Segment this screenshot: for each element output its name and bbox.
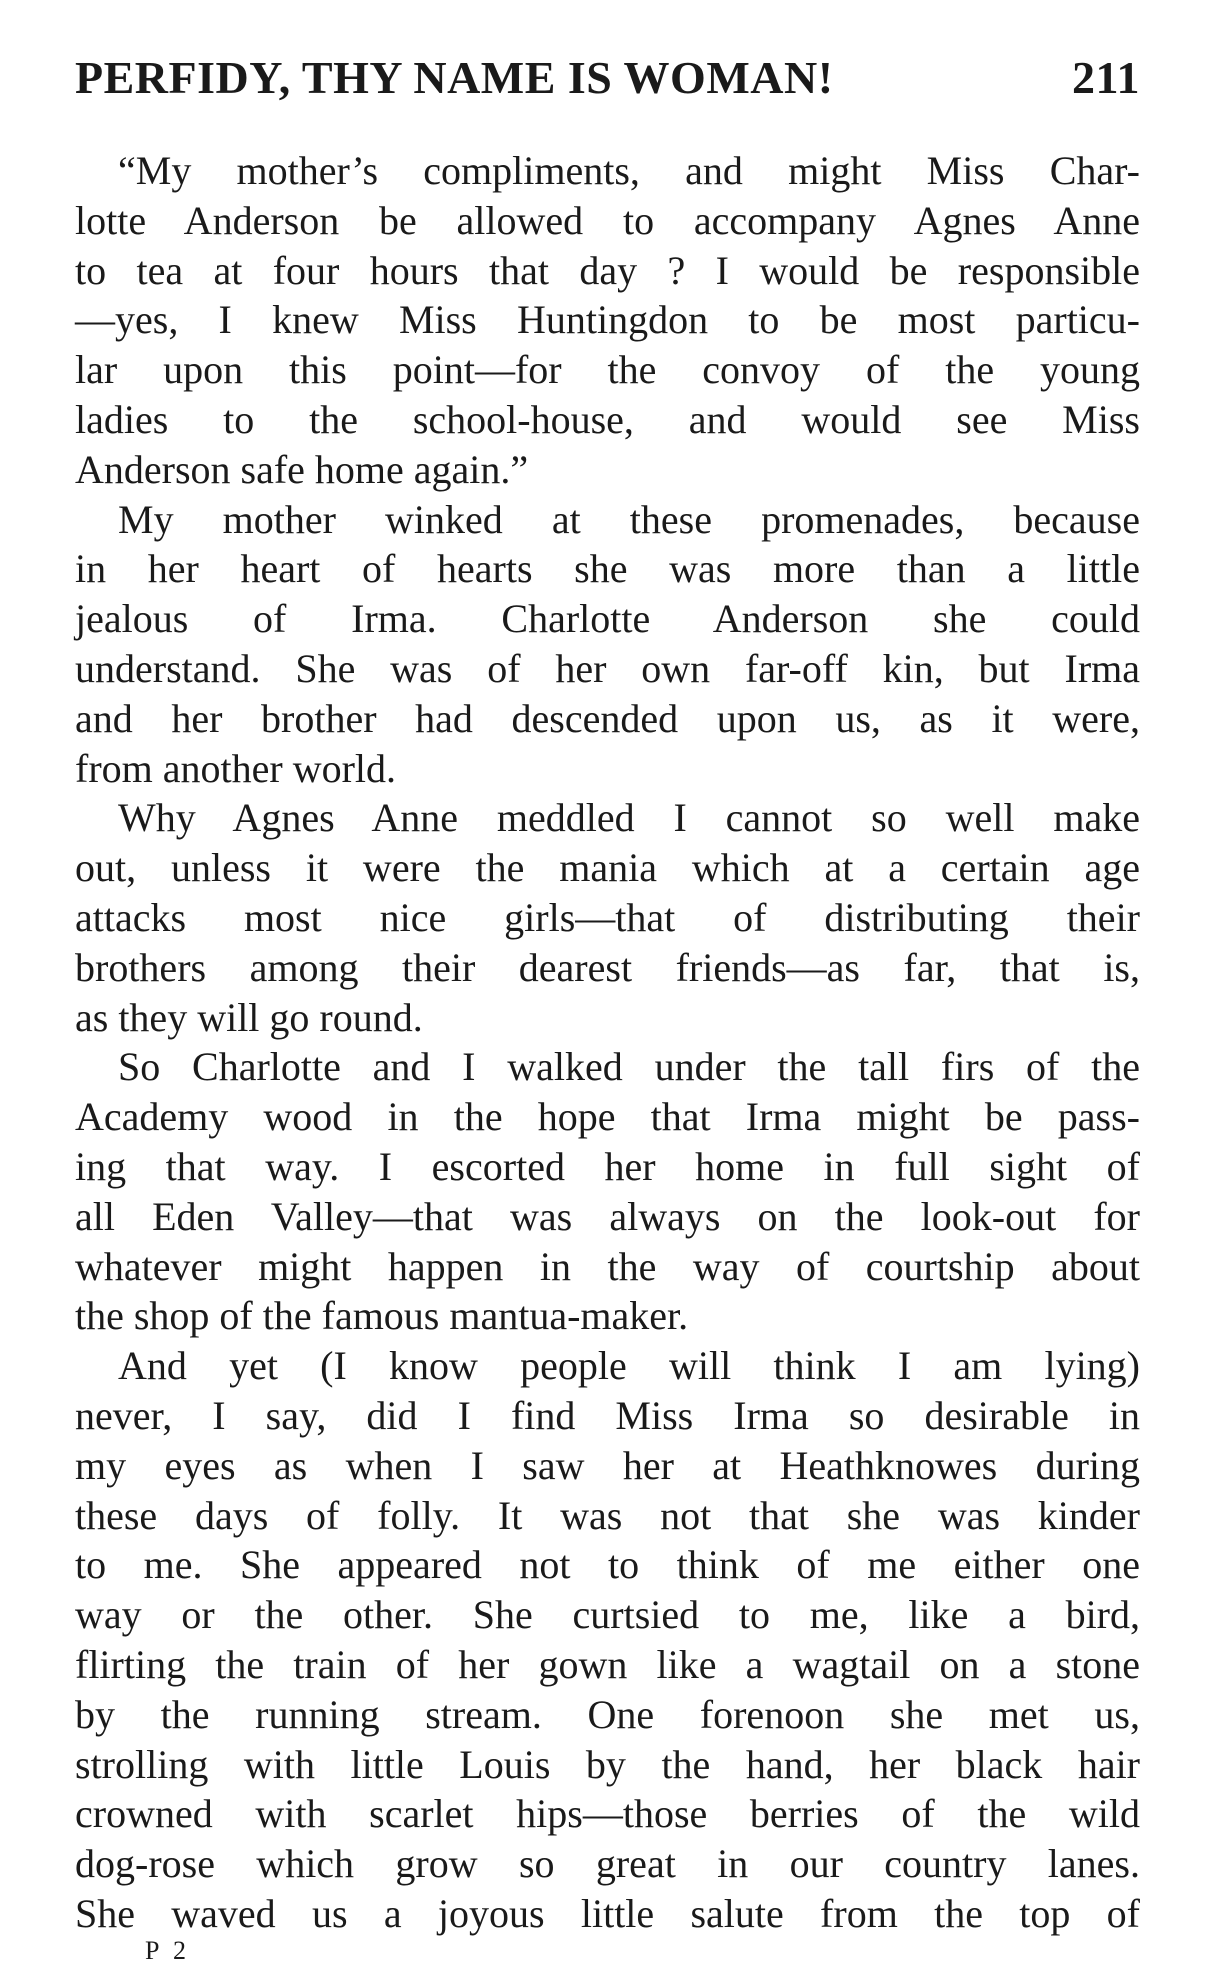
- text-line: —yes, I knew Miss Huntingdon to be most particu-: [75, 297, 1140, 343]
- text-line: never, I say, did I find Miss Irma so desirable in: [75, 1392, 1140, 1438]
- paragraph: [75, 1341, 1140, 1939]
- text-line: lar upon this point—for the convoy of the young: [75, 347, 1140, 393]
- text-line: ladies to the school-house, and would see Miss: [75, 396, 1140, 442]
- text-line: in her heart of hearts she was more than a little: [75, 546, 1140, 592]
- text-line: to me. She appeared not to think of me either one: [75, 1542, 1140, 1588]
- page-number: 211: [1072, 52, 1140, 103]
- text-line: the shop of the famous mantua-maker.: [75, 1293, 689, 1339]
- text-line: all Eden Valley—that was always on the look-out for: [75, 1193, 1140, 1239]
- text-line: Anderson safe home again.”: [75, 446, 529, 492]
- text-line: by the running stream. One forenoon she met us,: [75, 1691, 1140, 1737]
- text-line: And yet (I know people will think I am lying): [118, 1343, 1140, 1389]
- text-line: So Charlotte and I walked under the tall firs of the: [118, 1044, 1140, 1090]
- text-line: from another world.: [75, 745, 397, 791]
- text-line: strolling with little Louis by the hand, her black hair: [75, 1741, 1140, 1787]
- body-text: [75, 146, 1140, 1939]
- text-line: lotte Anderson be allowed to accompany Agnes Anne: [75, 197, 1140, 243]
- signature-mark: P 2: [145, 1936, 190, 1965]
- text-line: and her brother had descended upon us, as it were,: [75, 695, 1140, 741]
- text-line: Academy wood in the hope that Irma might be pass-: [75, 1094, 1140, 1140]
- text-line: my eyes as when I saw her at Heathknowes during: [75, 1442, 1140, 1488]
- text-line: ing that way. I escorted her home in full sight of: [75, 1143, 1140, 1189]
- running-head: [75, 48, 1140, 108]
- text-line: whatever might happen in the way of courtship about: [75, 1243, 1140, 1289]
- text-line: understand. She was of her own far-off kin, but Irma: [75, 645, 1140, 691]
- paragraph: [75, 495, 1140, 794]
- text-line: brothers among their dearest friends—as far, that is,: [75, 944, 1140, 990]
- text-line: way or the other. She curtsied to me, like a bird,: [75, 1592, 1140, 1638]
- text-line: flirting the train of her gown like a wagtail on a stone: [75, 1641, 1140, 1687]
- text-line: out, unless it were the mania which at a certain age: [75, 845, 1140, 891]
- text-line: as they will go round.: [75, 994, 423, 1040]
- text-line: these days of folly. It was not that she was kinder: [75, 1492, 1140, 1538]
- chapter-title: PERFIDY, THY NAME IS WOMAN!: [75, 52, 834, 103]
- text-line: dog-rose which grow so great in our country lanes.: [75, 1841, 1140, 1887]
- text-line: My mother winked at these promenades, because: [118, 496, 1140, 542]
- text-line: “My mother’s compliments, and might Miss Char-: [118, 148, 1140, 193]
- paragraph: [75, 793, 1140, 1042]
- text-line: jealous of Irma. Charlotte Anderson she could: [75, 596, 1140, 642]
- text-line: crowned with scarlet hips—those berries of the wild: [75, 1791, 1140, 1837]
- text-line: to tea at four hours that day ? I would be responsible: [75, 247, 1140, 293]
- paragraph: [75, 146, 1140, 495]
- paragraph: [75, 1042, 1140, 1341]
- text-line: Why Agnes Anne meddled I cannot so well make: [118, 795, 1140, 841]
- text-line: attacks most nice girls—that of distributing their: [75, 894, 1140, 940]
- text-line: She waved us a joyous little salute from the top of: [75, 1890, 1140, 1936]
